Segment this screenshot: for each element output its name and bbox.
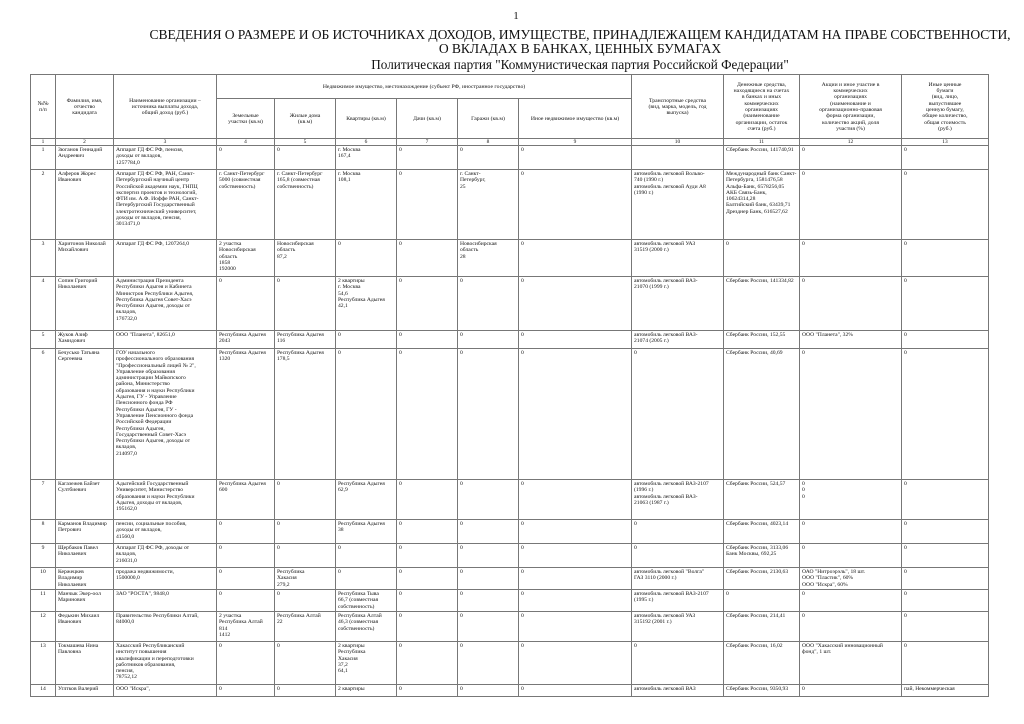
cell-income: Аппарат ГД ФС РФ, РАН, Санкт- Петербургский научный центр Российской академии наук, ГНПЦ экспертиз проектов и технологий, ФТИ им. А.Ф. Иоффе РАН, Санкт- Петербургский Государственный электротехнический университет, доходы от вкладов, пенсия, 3013471,0 — [114, 170, 217, 240]
cell-flats: Республика Адыгея 62,9 — [336, 480, 397, 520]
column-number: 13 — [902, 139, 989, 146]
cell-money: Сбербанк России, 214,41 — [724, 612, 800, 642]
cell-flats: 2 квартиры г. Москва 54,6 Республика Адыгея 42,1 — [336, 277, 397, 331]
header-money: Денежные средства, находящиеся на счетах в банках и иных коммерческих организациях (наименование организации, остаток счета (руб.) — [724, 75, 800, 139]
table-row — [31, 331, 989, 349]
cell-dachas: 0 — [397, 590, 458, 612]
cell-land: 0 — [217, 590, 275, 612]
cell-dachas: 0 — [397, 277, 458, 331]
cell-garages: 0 — [458, 331, 519, 349]
cell-shares: 0 — [800, 612, 902, 642]
cell-other: 0 — [519, 685, 632, 697]
cell-other: 0 — [519, 544, 632, 568]
cell-transport: 0 — [632, 544, 724, 568]
cell-land: Республика Адыгея 600 — [217, 480, 275, 520]
cell-shares: 0 — [800, 520, 902, 544]
table-row — [31, 685, 989, 697]
cell-n: 4 — [31, 277, 56, 331]
cell-shares: ОАО "Нитроэрэль", 18 шт. ООО "Пластик", 60% ООО "Искра", 60% — [800, 568, 902, 590]
table-row — [31, 568, 989, 590]
cell-n: 13 — [31, 642, 56, 685]
cell-other: 0 — [519, 520, 632, 544]
cell-name: Алферов Жорес Иванович — [56, 170, 114, 240]
cell-dachas: 0 — [397, 685, 458, 697]
cell-transport: 0 — [632, 642, 724, 685]
cell-money: 0 — [724, 590, 800, 612]
cell-income: Хакасский Республиканский институт повышения квалификации и переподготовки работников образования, пенсия, 78752,12 — [114, 642, 217, 685]
column-number: 10 — [632, 139, 724, 146]
cell-securities: пай, Некоммерческая — [902, 685, 989, 697]
cell-other: 0 — [519, 480, 632, 520]
cell-garages: 0 — [458, 146, 519, 170]
cell-money: Сбербанк России, 2130,63 — [724, 568, 800, 590]
cell-money: Сбербанк России, 141740,91 — [724, 146, 800, 170]
header-num: №№ п/п — [31, 75, 56, 139]
cell-money: Сбербанк России, 16,02 — [724, 642, 800, 685]
cell-name: Зюганов Геннадий Андреевич — [56, 146, 114, 170]
cell-name: Токмашева Нина Павловна — [56, 642, 114, 685]
cell-houses: Республика Хакасия 279,2 — [275, 568, 336, 590]
table-row — [31, 612, 989, 642]
cell-dachas: 0 — [397, 544, 458, 568]
table-row — [31, 520, 989, 544]
cell-securities: 0 — [902, 277, 989, 331]
cell-other: 0 — [519, 146, 632, 170]
cell-garages: 0 — [458, 349, 519, 480]
cell-securities: 0 — [902, 331, 989, 349]
header-dachas: Дачи (кв.м) — [397, 99, 458, 139]
cell-dachas: 0 — [397, 642, 458, 685]
table-row — [31, 544, 989, 568]
column-number: 4 — [217, 139, 275, 146]
cell-flats: 0 — [336, 240, 397, 277]
cell-money: Сбербанк России, 40,69 — [724, 349, 800, 480]
cell-land: Республика Адыгея 1320 — [217, 349, 275, 480]
column-number: 7 — [397, 139, 458, 146]
cell-houses: Республика Алтай 22 — [275, 612, 336, 642]
cell-name: Харитонов Николай Михайлович — [56, 240, 114, 277]
cell-houses: 0 — [275, 590, 336, 612]
column-number: 8 — [458, 139, 519, 146]
cell-garages: 0 — [458, 685, 519, 697]
cell-income: ГОУ начального профессионального образования "Профессиональный лицей № 2", Управление образования администрации Майкопского района, Министерство образования и науки Республики Адыгея, ГУ - Управление Пенсионного фонда РФ Республики Адыгея, ГУ - Управление Пенсионного фонда Российской Федерации Республики Адыгея, Государственный Совет-Хасэ Республики Адыгея, доходы от вкладов, 214097,0 — [114, 349, 217, 480]
header-securities: Иные ценные бумаги (вид, лицо, выпустившее ценную бумагу, общее количество, общая стоимость (руб.) — [902, 75, 989, 139]
table-row — [31, 146, 989, 170]
cell-other: 0 — [519, 331, 632, 349]
cell-money: 0 — [724, 240, 800, 277]
cell-income: Аппарат ГД ФС РФ, доходы от вкладов, 216031,0 — [114, 544, 217, 568]
cell-securities: 0 — [902, 170, 989, 240]
cell-shares: 0 — [800, 685, 902, 697]
cell-garages: 0 — [458, 520, 519, 544]
cell-land: Республика Адыгея 2043 — [217, 331, 275, 349]
header-shares: Акции и иное участие в коммерческих организациях (наименование и организационно-правовая форма организации, количество акций, доля участия (%) — [800, 75, 902, 139]
cell-other: 0 — [519, 568, 632, 590]
cell-dachas: 0 — [397, 612, 458, 642]
header-houses: Жилые дома (кв.м) — [275, 99, 336, 139]
cell-land: 0 — [217, 685, 275, 697]
cell-n: 9 — [31, 544, 56, 568]
table-row — [31, 170, 989, 240]
cell-securities: 0 — [902, 240, 989, 277]
cell-flats: Республика Тыва 66,7 (совместная собственность) — [336, 590, 397, 612]
cell-shares: 0 0 0 — [800, 480, 902, 520]
cell-land: 2 участка Республика Алтай 814 1412 — [217, 612, 275, 642]
cell-name: Бечусько Татьяна Сергеевна — [56, 349, 114, 480]
cell-flats: г. Москва 108,1 — [336, 170, 397, 240]
cell-n: 2 — [31, 170, 56, 240]
cell-income: продажа недвижимости, 1500000,0 — [114, 568, 217, 590]
cell-income: пенсии, социальные пособия, доходы от вкладов, 41560,0 — [114, 520, 217, 544]
cell-land: 0 — [217, 520, 275, 544]
column-number: 9 — [519, 139, 632, 146]
cell-income: Аппарат ГД ФС РФ, 1207264,0 — [114, 240, 217, 277]
cell-houses: 0 — [275, 544, 336, 568]
header-realty-group: Недвижимое имущество, местонахождение (субъект РФ, иностранное государство) — [217, 75, 632, 99]
cell-shares: 0 — [800, 240, 902, 277]
cell-income: ЗАО "РОСТА", 9848,0 — [114, 590, 217, 612]
column-numbers-row — [31, 139, 989, 146]
cell-shares: 0 — [800, 170, 902, 240]
cell-transport: автомобиль легковой ВАЗ-2107 (1995 г.) — [632, 590, 724, 612]
cell-money: Сбербанк России, 152,55 — [724, 331, 800, 349]
cell-dachas: 0 — [397, 520, 458, 544]
cell-income: Администрация Президента Республики Адыгея и Кабинета Министров Республики Адыгея, Республика Адыгея Совет-Хасэ Республики Адыгея, доходы от вкладов, 176732,0 — [114, 277, 217, 331]
cell-other: 0 — [519, 612, 632, 642]
header-row-1 — [31, 75, 989, 99]
cell-transport: автомобиль легковой ВАЗ-2107 (1996 г.) автомобиль легковой ВАЗ- 21063 (1987 г.) — [632, 480, 724, 520]
cell-other: 0 — [519, 590, 632, 612]
cell-houses: 0 — [275, 642, 336, 685]
cell-n: 11 — [31, 590, 56, 612]
header-land: Земельные участки (кв.м) — [217, 99, 275, 139]
cell-securities: 0 — [902, 612, 989, 642]
cell-shares: 0 — [800, 349, 902, 480]
cell-shares: 0 — [800, 146, 902, 170]
cell-houses: 0 — [275, 480, 336, 520]
cell-money: Сбербанк России, 3133,06 Банк Москвы, 692,25 — [724, 544, 800, 568]
title-line-2: О ВКЛАДАХ В БАНКАХ, ЦЕННЫХ БУМАГАХ — [438, 41, 722, 56]
cell-houses: г. Санкт-Петербург 165,8 (совместная собственность) — [275, 170, 336, 240]
cell-flats: 2 квартиры — [336, 685, 397, 697]
cell-houses: Республика Адыгея 178,5 — [275, 349, 336, 480]
cell-flats: 0 — [336, 349, 397, 480]
cell-name: Федькин Михаил Иванович — [56, 612, 114, 642]
cell-houses: 0 — [275, 685, 336, 697]
cell-n: 10 — [31, 568, 56, 590]
column-number: 1 — [31, 139, 56, 146]
cell-income: Правительство Республики Алтай, 84000,0 — [114, 612, 217, 642]
cell-transport: 0 — [632, 520, 724, 544]
cell-n: 6 — [31, 349, 56, 480]
cell-houses: 0 — [275, 146, 336, 170]
cell-securities: 0 — [902, 568, 989, 590]
cell-garages: 0 — [458, 568, 519, 590]
page-number: 1 — [513, 10, 519, 22]
cell-securities: 0 — [902, 590, 989, 612]
header-name: Фамилия, имя, отчество кандидата — [56, 75, 114, 139]
cell-shares: 0 — [800, 590, 902, 612]
cell-name: Сопин Григорий Николаевич — [56, 277, 114, 331]
cell-garages: 0 — [458, 544, 519, 568]
column-number: 12 — [800, 139, 902, 146]
cell-name: Углтков Валерий — [56, 685, 114, 697]
cell-name: Кагазежев Байзет Султбиевич — [56, 480, 114, 520]
cell-land: 2 участка Новосибирская область 1858 192000 — [217, 240, 275, 277]
cell-shares: 0 — [800, 277, 902, 331]
cell-securities: 0 — [902, 349, 989, 480]
cell-other: 0 — [519, 170, 632, 240]
title-line-1: СВЕДЕНИЯ О РАЗМЕРЕ И ОБ ИСТОЧНИКАХ ДОХОДОВ, ИМУЩЕСТВЕ, ПРИНАДЛЕЖАЩЕМ КАНДИДАТАМ НА ПРАВЕ СОБСТВЕННОСТИ, — [149, 27, 1011, 42]
header-garages: Гаражи (кв.м) — [458, 99, 519, 139]
cell-securities: 0 — [902, 642, 989, 685]
cell-securities: 0 — [902, 520, 989, 544]
cell-land: 0 — [217, 146, 275, 170]
cell-shares: ООО "Планета", 32% — [800, 331, 902, 349]
cell-garages: 0 — [458, 612, 519, 642]
party-name: Политическая партия "Коммунистическая партия Российской Федерации" — [371, 57, 789, 72]
header-flats: Квартиры (кв.м) — [336, 99, 397, 139]
table-row — [31, 240, 989, 277]
header-income: Наименование организации – источника выплаты дохода, общий доход (руб.) — [114, 75, 217, 139]
cell-other: 0 — [519, 349, 632, 480]
cell-houses: 0 — [275, 520, 336, 544]
cell-houses: Новосибирская область 87,2 — [275, 240, 336, 277]
cell-garages: 0 — [458, 277, 519, 331]
cell-n: 12 — [31, 612, 56, 642]
cell-n: 3 — [31, 240, 56, 277]
cell-transport: автомобиль легковой ВАЗ — [632, 685, 724, 697]
cell-securities: 0 — [902, 480, 989, 520]
column-number: 5 — [275, 139, 336, 146]
table-row — [31, 642, 989, 685]
cell-garages: 0 — [458, 480, 519, 520]
table-row — [31, 590, 989, 612]
cell-dachas: 0 — [397, 480, 458, 520]
cell-n: 5 — [31, 331, 56, 349]
table-body — [31, 146, 989, 697]
cell-flats: 2 квартиры Республика Хакасия 37,2 64,1 — [336, 642, 397, 685]
cell-name: Карманов Владимир Петрович — [56, 520, 114, 544]
cell-name: Щербаков Павел Николаевич — [56, 544, 114, 568]
cell-money: Сбербанк России, 4023,14 — [724, 520, 800, 544]
cell-dachas: 0 — [397, 146, 458, 170]
cell-garages: Новосибирская область 28 — [458, 240, 519, 277]
cell-transport — [632, 146, 724, 170]
table-row — [31, 480, 989, 520]
cell-land: 0 — [217, 277, 275, 331]
candidates-table — [30, 74, 989, 697]
cell-other: 0 — [519, 240, 632, 277]
cell-n: 1 — [31, 146, 56, 170]
cell-land: 0 — [217, 568, 275, 590]
cell-name: Жуков Азиф Хамидович — [56, 331, 114, 349]
cell-garages: г. Санкт- Петербург, 25 — [458, 170, 519, 240]
cell-transport: автомобиль легковой УАЗ 31519 (2000 г.) — [632, 240, 724, 277]
cell-income: Аппарат ГД ФС РФ, пенсия, доходы от вкладов, 1257784,0 — [114, 146, 217, 170]
cell-income: Адыгейский Государственный Университет, Министерство образования и науки Республики Адыгея, доходы от вкладов, 195162,0 — [114, 480, 217, 520]
cell-land: г. Санкт-Петербург 5000 (совместная собственность) — [217, 170, 275, 240]
cell-name: Манчык Экер-оол Маринович — [56, 590, 114, 612]
cell-securities: 0 — [902, 146, 989, 170]
cell-n: 7 — [31, 480, 56, 520]
cell-flats: 0 — [336, 544, 397, 568]
cell-flats: 0 — [336, 568, 397, 590]
cell-name: Кержецкев Владимир Николаевич — [56, 568, 114, 590]
cell-income: ООО "Планета", 82651,0 — [114, 331, 217, 349]
cell-dachas: 0 — [397, 568, 458, 590]
cell-flats: Республика Адыгея 38 — [336, 520, 397, 544]
cell-n: 8 — [31, 520, 56, 544]
header-transport: Транспортные средства (вид, марка, модель, год выпуска) — [632, 75, 724, 139]
cell-other: 0 — [519, 277, 632, 331]
cell-transport: автомобиль легковой "Волга" ГАЗ 3110 (2000 г.) — [632, 568, 724, 590]
cell-land: 0 — [217, 544, 275, 568]
cell-money: Сбербанк России, 524,57 — [724, 480, 800, 520]
cell-flats: 0 — [336, 331, 397, 349]
cell-transport: автомобиль легковой УАЗ 315192 (2001 г.) — [632, 612, 724, 642]
cell-income: ООО "Искра", — [114, 685, 217, 697]
cell-money: Сбербанк России, 9350,93 — [724, 685, 800, 697]
cell-other: 0 — [519, 642, 632, 685]
column-number: 3 — [114, 139, 217, 146]
cell-shares: 0 — [800, 544, 902, 568]
column-number: 2 — [56, 139, 114, 146]
cell-money: Международный банк Санкт- Петербурга, 1581476,58 Альфа-Банк, 6578256,05 АКБ Связь-Банк, 10624314,28 Балтийский банк, 63439,71 Дрезднер Банк, 616527,62 — [724, 170, 800, 240]
document-title — [140, 28, 1020, 56]
cell-flats: Республика Алтай 46,3 (совместная собственность) — [336, 612, 397, 642]
table-row — [31, 277, 989, 331]
cell-garages: 0 — [458, 590, 519, 612]
column-number: 6 — [336, 139, 397, 146]
cell-securities: 0 — [902, 544, 989, 568]
cell-n: 14 — [31, 685, 56, 697]
cell-dachas: 0 — [397, 349, 458, 480]
cell-shares: ООО "Хакасский инновационный фонд", 1 шт. — [800, 642, 902, 685]
cell-transport: автомобиль легковой ВАЗ- 21070 (1999 г.) — [632, 277, 724, 331]
cell-dachas: 0 — [397, 240, 458, 277]
cell-money: Сбербанк России, 141334,82 — [724, 277, 800, 331]
table-row — [31, 349, 989, 480]
cell-houses: Республика Адыгея 116 — [275, 331, 336, 349]
cell-transport: 0 — [632, 349, 724, 480]
cell-dachas: 0 — [397, 331, 458, 349]
column-number: 11 — [724, 139, 800, 146]
cell-flats: г. Москва 167,4 — [336, 146, 397, 170]
header-other: Иное недвижимое имущество (кв.м) — [519, 99, 632, 139]
cell-land: 0 — [217, 642, 275, 685]
cell-houses: 0 — [275, 277, 336, 331]
cell-transport: автомобиль легковой Вольво- 740 (1990 г.) автомобиль легковой Ауди А8 (1990 г.) — [632, 170, 724, 240]
cell-transport: автомобиль легковой ВАЗ- 21074 (2005 г.) — [632, 331, 724, 349]
cell-dachas: 0 — [397, 170, 458, 240]
cell-garages: 0 — [458, 642, 519, 685]
